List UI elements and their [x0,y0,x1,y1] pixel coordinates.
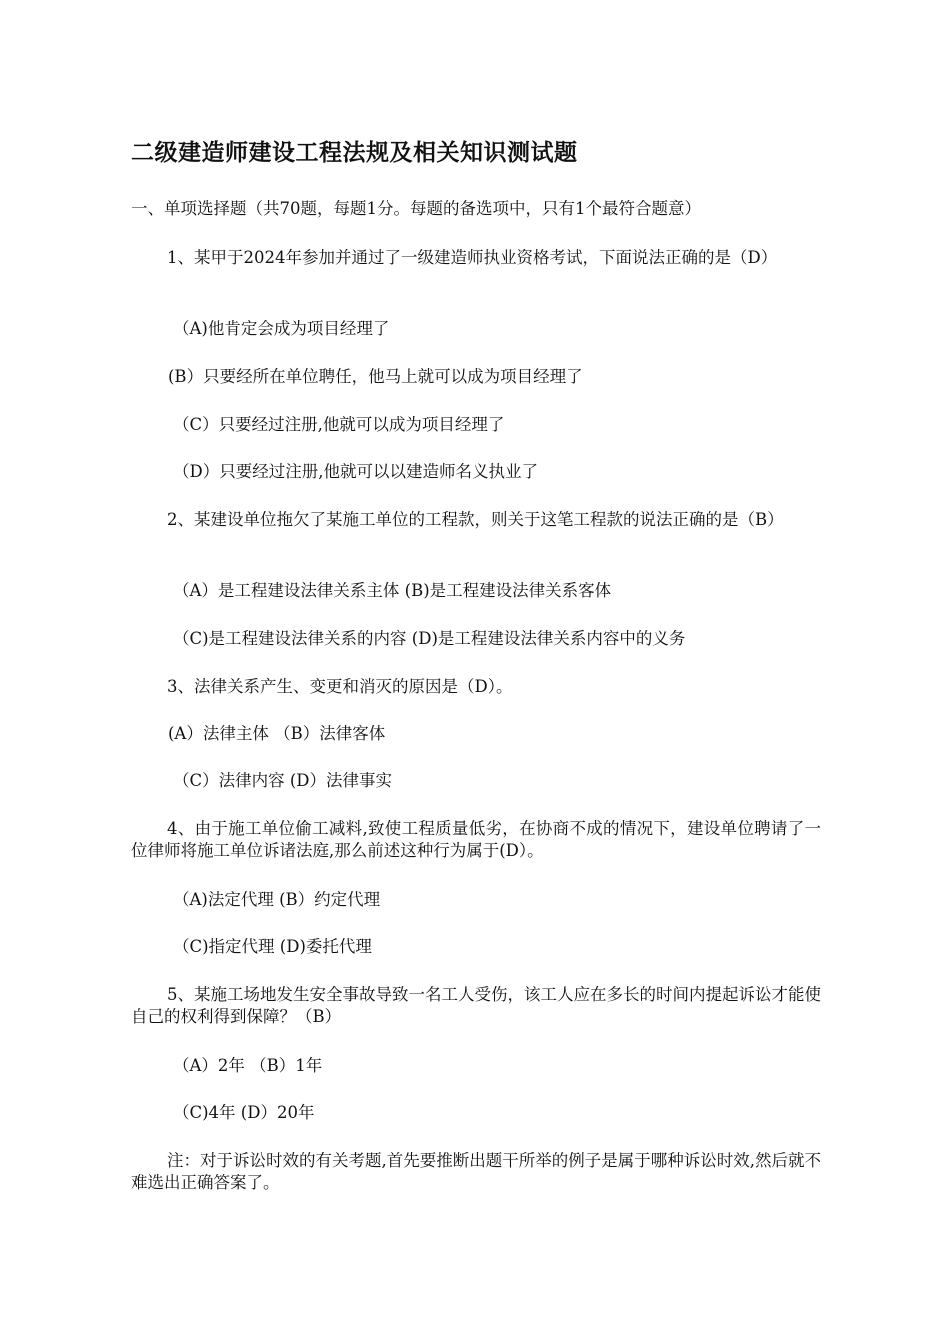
question-stem: 5、某施工场地发生安全事故导致一名工人受伤，该工人应在多长的时间内提起诉讼才能使自己的权利得到保障？（B） [131,985,821,1026]
question-stem: 3、法律关系产生、变更和消灭的原因是（D）。 [167,677,513,696]
question-option: （C)指定代理 (D)委托代理 [173,937,372,956]
document-title: 二级建造师建设工程法规及相关知识测试题 [131,140,578,166]
question-option: (B）只要经所在单位聘任，他马上就可以成为项目经理了 [168,367,583,386]
question-option: （C）只要经过注册,他就可以成为项目经理了 [173,415,505,434]
question-stem: 1、某甲于2024年参加并通过了一级建造师执业资格考试，下面说法正确的是（D） [167,248,778,267]
question-option: （A)他肯定会成为项目经理了 [173,319,390,338]
section-heading: 一、单项选择题（共70题，每题1分。每题的备选项中，只有1个最符合题意） [131,199,701,218]
question-option: （A）是工程建设法律关系主体 (B)是工程建设法律关系客体 [173,581,612,600]
question-option: （C）法律内容 (D）法律事实 [173,771,393,790]
question-option: （C)是工程建设法律关系的内容 (D)是工程建设法律关系内容中的义务 [173,629,686,648]
question-option: （D）只要经过注册,他就可以以建造师名义执业了 [173,462,538,481]
question-option: （C)4年 (D）20年 [173,1103,315,1122]
question-stem: 2、某建设单位拖欠了某施工单位的工程款，则关于这笔工程款的说法正确的是（B） [167,510,784,529]
question-option: （A)法定代理 (B）约定代理 [173,890,381,909]
question-option: （A）2年 （B）1年 [173,1056,323,1075]
question-option: (A）法律主体 （B）法律客体 [168,724,386,743]
answer-note: 注：对于诉讼时效的有关考题,首先要推断出题干所举的例子是属于哪种诉讼时效,然后就不难选出正确答案了。 [131,1151,821,1192]
question-stem: 4、由于施工单位偷工减料,致使工程质量低劣，在协商不成的情况下，建设单位聘请了一位律师将施工单位诉诸法庭,那么前述这种行为属于(D）。 [131,819,821,860]
